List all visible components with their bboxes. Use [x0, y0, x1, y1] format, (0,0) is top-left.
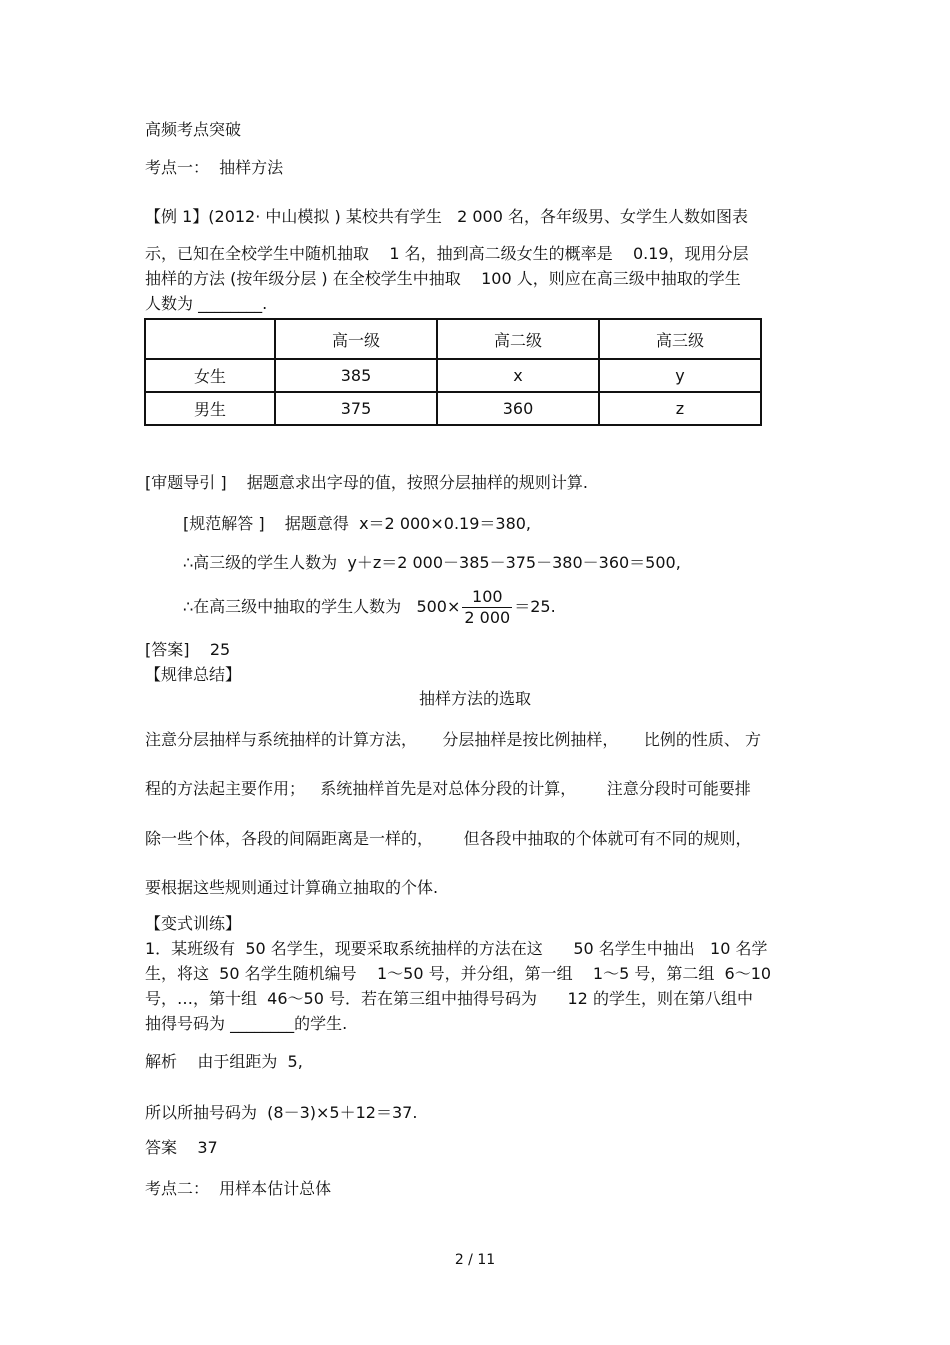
analysis-line-2: 所以所抽号码为 (8－3)×5＋12＝37. — [145, 1103, 418, 1122]
data-table — [144, 318, 762, 426]
section-title-1: 考点一： 抽样方法 — [145, 158, 284, 177]
solution-line-3-suffix: ＝25. — [514, 597, 556, 616]
rule-line-4: 要根据这些规则通过计算确立抽取的个体. — [145, 878, 439, 897]
variant-line-1: 1．某班级有 50 名学生，现要采取系统抽样的方法在这 50 名学生中抽出 10 名学 — [145, 939, 768, 958]
rule-line-2: 程的方法起主要作用； 系统抽样首先是对总体分段的计算， 注意分段时可能要排 — [145, 779, 751, 798]
fraction-denominator: 2 000 — [464, 608, 511, 627]
answer-line: [答案] 25 — [145, 640, 231, 659]
variant-line-4: 抽得号码为 ________的学生. — [145, 1014, 348, 1033]
section-title-2: 考点二： 用样本估计总体 — [145, 1179, 332, 1198]
answer-line-2: 答案 37 — [145, 1138, 218, 1157]
solution-line-3 — [183, 587, 556, 628]
solution-line-2: ∴高三级的学生人数为 y＋z＝2 000－385－375－380－360＝500, — [183, 553, 681, 572]
table-cell: 385 — [275, 359, 437, 392]
example-line-4: 人数为 ________. — [145, 294, 268, 313]
rule-title: 【规律总结】 — [145, 665, 242, 684]
table-header-cell: 高一级 — [275, 319, 437, 359]
variant-title: 【变式训练】 — [145, 914, 242, 933]
rule-line-3: 除一些个体，各段的间隔距离是一样的， 但各段中抽取的个体就可有不同的规则， — [145, 829, 752, 848]
variant-line-2: 生，将这 50 名学生随机编号 1～50 号，并分组，第一组 1～5 号，第二组 6～10 — [145, 964, 772, 983]
table-cell: z — [599, 392, 761, 425]
guide-text: [审题导引 ] 据题意求出字母的值，按照分层抽样的规则计算. — [145, 473, 589, 492]
example-line-3: 抽样的方法 (按年级分层 ) 在全校学生中抽取 100 人，则应在高三级中抽取的学生 — [145, 269, 741, 288]
table-cell: 360 — [437, 392, 599, 425]
rule-subtitle: 抽样方法的选取 — [418, 689, 531, 708]
analysis-line-1: 解析 由于组距为 5, — [145, 1052, 303, 1071]
page-number: 2 / 11 — [454, 1252, 496, 1268]
table-cell: 男生 — [145, 392, 275, 425]
document-heading: 高频考点突破 — [145, 120, 242, 139]
solution-line-3-prefix: ∴在高三级中抽取的学生人数为 500× — [183, 597, 461, 616]
table-header-cell: 高二级 — [437, 319, 599, 359]
example-line-2: 示，已知在全校学生中随机抽取 1 名，抽到高二级女生的概率是 0.19，现用分层 — [145, 244, 749, 263]
table-header-cell — [145, 319, 275, 359]
table-cell: 女生 — [145, 359, 275, 392]
table-header-cell: 高三级 — [599, 319, 761, 359]
solution-line-1: [规范解答 ] 据题意得 x＝2 000×0.19＝380, — [183, 514, 532, 533]
table-row — [145, 392, 761, 425]
table-cell: x — [437, 359, 599, 392]
fraction-numerator: 100 — [462, 587, 512, 608]
table-cell: y — [599, 359, 761, 392]
table-cell: 375 — [275, 392, 437, 425]
example-line-1: 【例 1】(2012· 中山模拟 ) 某校共有学生 2 000 名，各年级男、女学生人数如图表 — [145, 207, 748, 226]
variant-line-3: 号，…，第十组 46～50 号．若在第三组中抽得号码为 12 的学生，则在第八组中 — [145, 989, 753, 1008]
table-header-row — [145, 319, 761, 359]
rule-line-1: 注意分层抽样与系统抽样的计算方法， 分层抽样是按比例抽样， 比例的性质、 方 — [145, 730, 761, 749]
table-row — [145, 359, 761, 392]
fraction — [462, 587, 512, 628]
